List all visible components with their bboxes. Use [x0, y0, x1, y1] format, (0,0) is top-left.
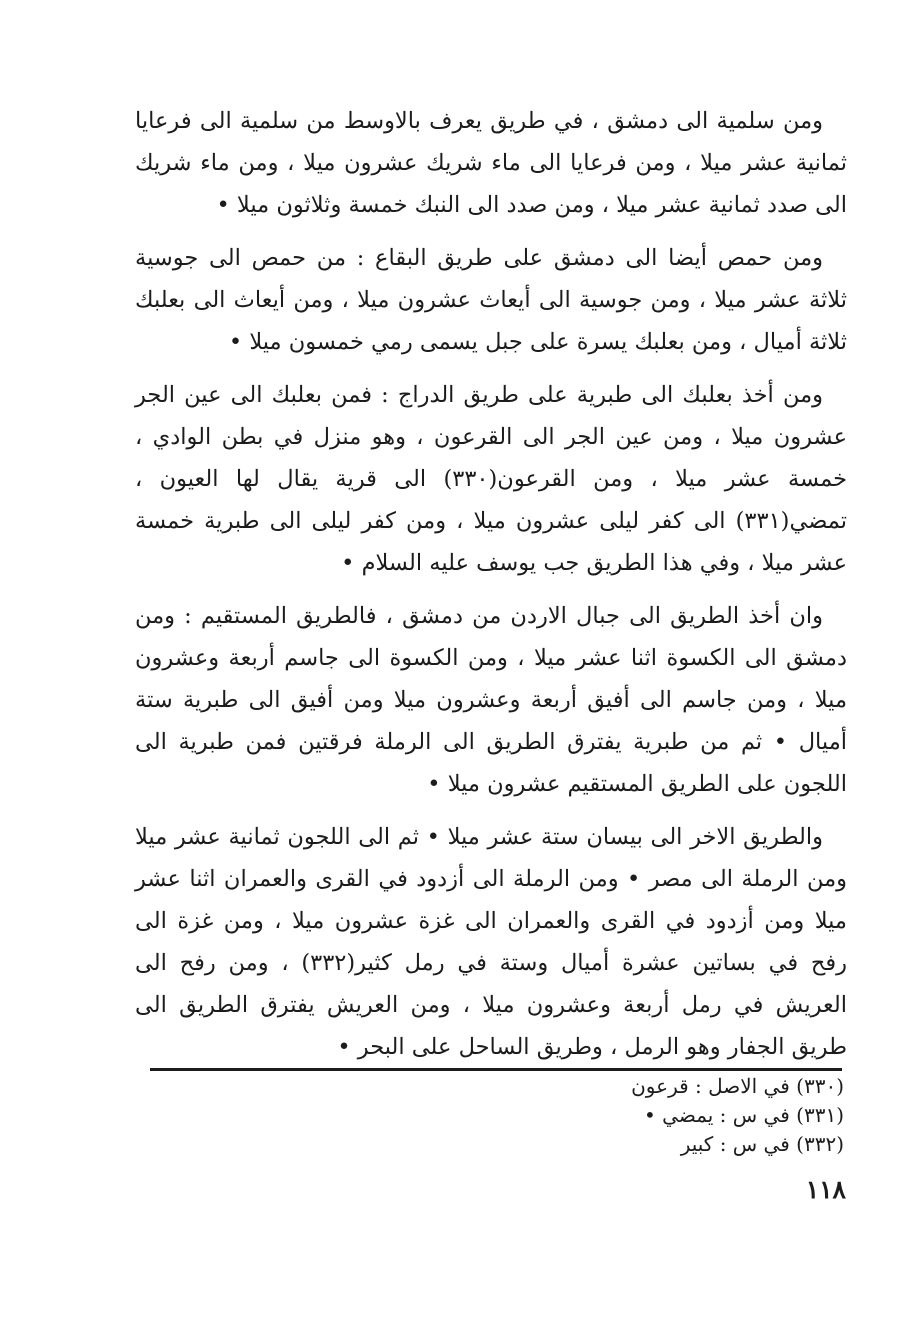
footnotes — [420, 1072, 844, 1159]
footnote-separator — [150, 1068, 842, 1071]
paragraph-baysan-ramla-route: والطريق الاخر الى بيسان ستة عشر ميلا • ثم الى اللجون ثمانية عشر ميلا ومن الرملة الى مصر • ومن الرملة الى أزدود في القرى والعمران اثنا عشر ميلا ومن أزدود في القرى والعمران الى غزة عشرون ميلا ، ومن غزة الى رفح في بساتين عشرة أميال وستة في رمل كثير(٣٣٢) ، ومن رفح الى العريش في رمل أربعة وعشرون ميلا ، ومن العريش يفترق الطريق الى طريق الجفار وهو الرمل ، وطريق الساحل على البحر • — [135, 824, 847, 1060]
page-number: ١١٨ — [805, 1175, 846, 1204]
paragraph-homs-damascus-biqa: ومن حمص أيضا الى دمشق على طريق البقاع : من حمص الى جوسية ثلاثة عشر ميلا ، ومن جوسية الى أيعاث عشرون ميلا ، ومن أيعاث الى بعلبك ثلاثة أميال ، ومن بعلبك يسرة على جبل يسمى رمي خمسون ميلا • — [135, 245, 847, 355]
paragraph-jordan-mountains: وان أخذ الطريق الى جبال الاردن من دمشق ، فالطريق المستقيم : ومن دمشق الى الكسوة اثنا عشر ميلا ، ومن الكسوة الى جاسم أربعة وعشرون ميلا ، ومن جاسم الى أفيق أربعة وعشرون ميلا ومن أفيق الى طبرية ستة أميال • ثم من طبرية يفترق الطريق الى الرملة فرقتين فمن طبرية الى اللجون على الطريق المستقيم عشرون ميلا • — [135, 603, 847, 797]
footnote-332: (٣٣٢) في س : كبير — [680, 1132, 844, 1156]
footnote-331: (٣٣١) في س : يمضي • — [644, 1103, 844, 1127]
paragraph-baalbek-tiberias: ومن أخذ بعلبك الى طبرية على طريق الدراج : فمن بعلبك الى عين الجر عشرون ميلا ، ومن عين الجر الى القرعون ، وهو منزل في بطن الوادي ، خمسة عشر ميلا ، ومن القرعون(٣٣٠) الى قرية يقال لها العيون ، تمضي(٣٣١) الى كفر ليلى عشرون ميلا ، ومن كفر ليلى الى طبرية خمسة عشر ميلا ، وفي هذا الطريق جب يوسف عليه السلام • — [135, 382, 847, 576]
footnote-330: (٣٣٠) في الاصل : قرعون — [631, 1074, 844, 1098]
main-text — [135, 100, 847, 1079]
paragraph-salamiya-damascus: ومن سلمية الى دمشق ، في طريق يعرف بالاوسط من سلمية الى فرعايا ثمانية عشر ميلا ، ومن فرعايا الى ماء شريك عشرون ميلا ، ومن ماء شريك الى صدد ثمانية عشر ميلا ، ومن صدد الى النبك خمسة وثلاثون ميلا • — [135, 108, 847, 218]
